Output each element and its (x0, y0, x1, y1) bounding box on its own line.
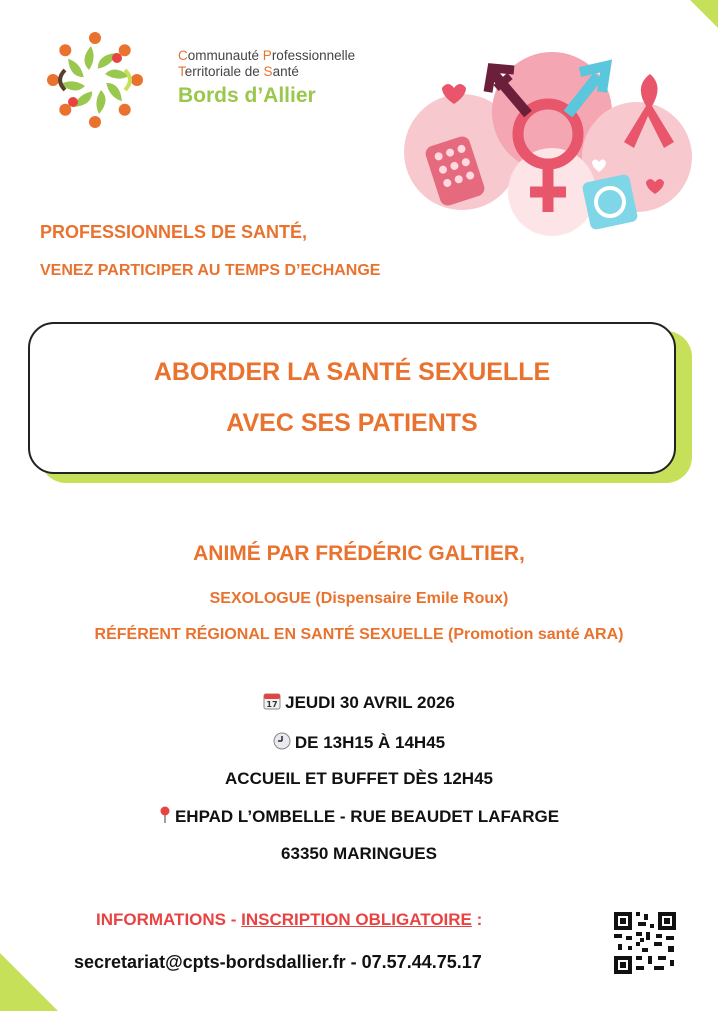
speaker-role-1 (0, 590, 718, 608)
clock-icon (273, 732, 291, 750)
logo-word: ommunauté (187, 48, 263, 63)
info-prefix: INFORMATIONS - (96, 910, 242, 929)
role-title: SEXOLOGUE (209, 590, 311, 607)
cpts-logo-icon (30, 20, 160, 140)
corner-decoration-bottom-left (0, 953, 58, 1011)
event-date (0, 692, 718, 713)
event-place (0, 806, 718, 827)
headline-line-2: AVEC SES PATIENTS (226, 409, 478, 437)
logo-cap: P (262, 48, 272, 63)
info-suffix: : (471, 910, 483, 929)
headline-line-1: ABORDER LA SANTÉ SEXUELLE (153, 358, 551, 386)
logo-word: anté (272, 64, 299, 79)
logo-line-1 (178, 48, 355, 64)
logo-line-2 (178, 64, 355, 80)
time-text: DE 13H15 À 14H45 (294, 733, 446, 752)
logo-cap: T (178, 64, 185, 79)
calendar-icon (263, 692, 281, 710)
logo-cap: C (178, 48, 188, 63)
speaker-name: ANIMÉ PAR FRÉDÉRIC GALTIER, (193, 542, 525, 565)
event-welcome: ACCUEIL ET BUFFET DÈS 12H45 (225, 769, 493, 788)
headline-box (28, 322, 676, 474)
role-org: (Promotion santé ARA) (443, 626, 624, 643)
logo-word: erritoriale de (184, 64, 264, 79)
event-time (0, 732, 718, 753)
logo-word: rofessionnelle (271, 48, 356, 63)
speaker-role-2 (0, 626, 718, 644)
registration-link[interactable]: INSCRIPTION OBLIGATOIRE (241, 910, 472, 929)
intro-line-2: VENEZ PARTICIPER AU TEMPS D’ECHANGE (40, 262, 381, 279)
svg-text:17: 17 (266, 700, 278, 709)
logo-brand: Bords d’Allier (178, 84, 316, 107)
logo-text (178, 48, 355, 108)
intro-line-1: PROFESSIONNELS DE SANTÉ, (40, 222, 308, 242)
corner-decoration-top-right (690, 0, 718, 28)
date-text: JEUDI 30 AVRIL 2026 (285, 693, 455, 712)
sexual-health-illustration-icon (402, 52, 692, 238)
role-title: RÉFÉRENT RÉGIONAL EN SANTÉ SEXUELLE (94, 626, 444, 643)
role-org: (Dispensaire Emile Roux) (310, 590, 509, 607)
event-city: 63350 MARINGUES (281, 844, 437, 863)
place-text: EHPAD L’OMBELLE - RUE BEAUDET LAFARGE (174, 807, 560, 826)
registration-info (96, 910, 482, 930)
qr-code-icon[interactable] (612, 910, 678, 976)
location-pin-icon (159, 806, 171, 824)
logo-cap: S (263, 64, 273, 79)
contact-line[interactable]: secretariat@cpts-bordsdallier.fr - 07.57.44.75.17 (74, 952, 482, 972)
